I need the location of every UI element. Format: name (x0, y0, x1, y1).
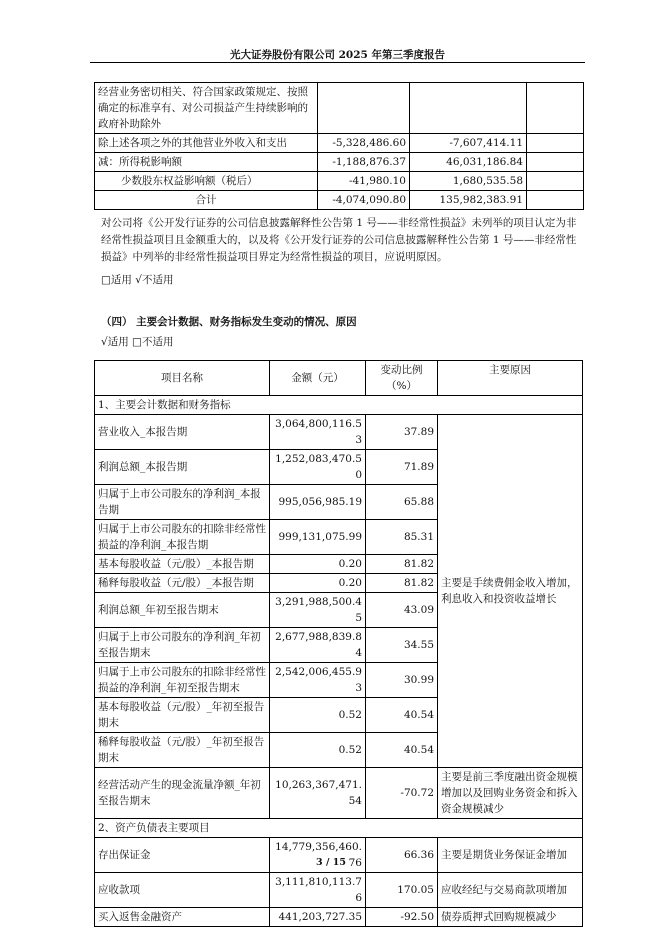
item-cell: 利润总额_本报告期 (95, 450, 270, 485)
change-cell: -92.50 (366, 908, 438, 927)
item-cell: 归属于上市公司股东的净利润_年初至报告期末 (95, 628, 270, 663)
reason-cell: 主要是前三季度融出资金规模增加以及回购业务资金和拆入资金规模减少 (438, 768, 583, 819)
table-row (95, 153, 584, 172)
section-heading: （四） 主要会计数据、财务指标发生变动的情况、原因 (101, 316, 357, 328)
table-row (95, 191, 584, 210)
amount-cell: 999,131,075.99 (270, 520, 366, 555)
change-cell: 30.99 (366, 663, 438, 698)
reason-cell: 应收经纪与交易商款项增加 (438, 873, 583, 908)
amount-cell: 0.20 (270, 574, 366, 593)
changes-table (94, 360, 583, 927)
merged-reason-cell: 主要是手续费佣金收入增加，利息收入和投资收益增长 (438, 415, 583, 768)
table-header-row (95, 361, 583, 396)
table-row (95, 873, 583, 908)
amount-cell: 2,542,006,455.93 (270, 663, 366, 698)
item-cell: 归属于上市公司股东的扣除非经常性损益的净利润_本报告期 (95, 520, 270, 555)
item-cell: 少数股东权益影响额（税后） (95, 172, 318, 191)
empty-cell (527, 153, 584, 172)
value-cell: 135,982,383.91 (410, 191, 527, 210)
table-row (95, 134, 584, 153)
group-label: 2、资产负债表主要项目 (95, 819, 583, 838)
change-cell: 66.36 (366, 838, 438, 873)
item-cell: 除上述各项之外的其他营业外收入和支出 (95, 134, 318, 153)
item-cell: 基本每股收益（元/股）_年初至报告期末 (95, 698, 270, 733)
value-cell (410, 83, 527, 134)
group-row (95, 819, 583, 838)
change-cell: 40.54 (366, 733, 438, 768)
change-cell: 37.89 (366, 415, 438, 450)
value-cell (318, 83, 410, 134)
item-cell: 减：所得税影响额 (95, 153, 318, 172)
change-cell: -70.72 (366, 768, 438, 819)
page-header: 光大证券股份有限公司 2025 年第三季度报告 (229, 49, 446, 61)
header-name: 项目名称 (95, 361, 270, 396)
reason-cell: 主要是期货业务保证金增加 (438, 838, 583, 873)
header-rule (90, 62, 585, 63)
table-row (95, 908, 583, 927)
amount-cell: 2,677,988,839.84 (270, 628, 366, 663)
value-cell: -5,328,486.60 (318, 134, 410, 153)
explanation-paragraph: 对公司将《公开发行证券的公司信息披露解释性公告第 1 号——非经常性损益》未列举的项目认定为非经常性损益项目且金额重大的，以及将《公开发行证券的公司信息披露解释性公告第 1 号——非经常性损益》中列举的非经常性损益项目界定为经常性损益的项目，应说明原因。 (101, 217, 577, 263)
amount-cell: 0.52 (270, 698, 366, 733)
value-cell: -4,074,090.80 (318, 191, 410, 210)
change-cell: 71.89 (366, 450, 438, 485)
table-row (95, 415, 583, 450)
amount-cell: 1,252,083,470.50 (270, 450, 366, 485)
amount-cell: 10,263,367,471.54 (270, 768, 366, 819)
change-cell: 43.09 (366, 593, 438, 628)
total-label-cell: 合计 (95, 191, 318, 210)
change-cell: 170.05 (366, 873, 438, 908)
group-label: 1、主要会计数据和财务指标 (95, 396, 583, 415)
amount-cell: 3,064,800,116.53 (270, 415, 366, 450)
value-cell: -7,607,414.11 (410, 134, 527, 153)
amount-cell: 0.20 (270, 555, 366, 574)
table-row (95, 768, 583, 819)
amount-cell: 3,111,810,113.76 (270, 873, 366, 908)
page-number: 3 / 15 (316, 857, 346, 868)
item-cell: 应收款项 (95, 873, 270, 908)
empty-cell (527, 191, 584, 210)
amount-cell: 0.52 (270, 733, 366, 768)
value-cell: -41,980.10 (318, 172, 410, 191)
change-cell: 81.82 (366, 574, 438, 593)
empty-cell (527, 134, 584, 153)
table-row (95, 172, 584, 191)
amount-cell: 441,203,727.35 (270, 908, 366, 927)
item-cell: 买入返售金融资产 (95, 908, 270, 927)
value-cell: 46,031,186.84 (410, 153, 527, 172)
header-amount: 金额（元） (270, 361, 366, 396)
applicability-checkbox-2: √适用 □不适用 (101, 336, 174, 348)
header-change: 变动比例（%） (366, 361, 438, 396)
non-recurring-table (94, 82, 584, 210)
value-cell: 1,680,535.58 (410, 172, 527, 191)
item-cell: 归属于上市公司股东的扣除非经常性损益的净利润_年初至报告期末 (95, 663, 270, 698)
amount-cell: 14,779,356,460.76 (270, 838, 366, 873)
item-cell: 稀释每股收益（元/股）_年初至报告期末 (95, 733, 270, 768)
change-cell: 85.31 (366, 520, 438, 555)
change-cell: 40.54 (366, 698, 438, 733)
item-cell: 营业收入_本报告期 (95, 415, 270, 450)
value-cell: -1,188,876.37 (318, 153, 410, 172)
item-cell: 稀释每股收益（元/股）_本报告期 (95, 574, 270, 593)
change-cell: 81.82 (366, 555, 438, 574)
item-cell: 经营活动产生的现金流量净额_年初至报告期末 (95, 768, 270, 819)
applicability-checkbox-1: □适用 √不适用 (101, 274, 174, 286)
empty-cell (527, 83, 584, 134)
item-cell: 利润总额_年初至报告期末 (95, 593, 270, 628)
group-row (95, 396, 583, 415)
item-cell: 归属于上市公司股东的净利润_本报告期 (95, 485, 270, 520)
reason-cell: 债券质押式回购规模减少 (438, 908, 583, 927)
change-cell: 65.88 (366, 485, 438, 520)
table-row (95, 83, 584, 134)
amount-cell: 3,291,988,500.45 (270, 593, 366, 628)
item-cell: 存出保证金 (95, 838, 270, 873)
amount-cell: 995,056,985.19 (270, 485, 366, 520)
item-cell: 基本每股收益（元/股）_本报告期 (95, 555, 270, 574)
empty-cell (527, 172, 584, 191)
change-cell: 34.55 (366, 628, 438, 663)
header-reason: 主要原因 (438, 361, 583, 396)
item-cell: 经营业务密切相关、符合国家政策规定、按照确定的标准享有、对公司损益产生持续影响的政府补助除外 (95, 83, 318, 134)
